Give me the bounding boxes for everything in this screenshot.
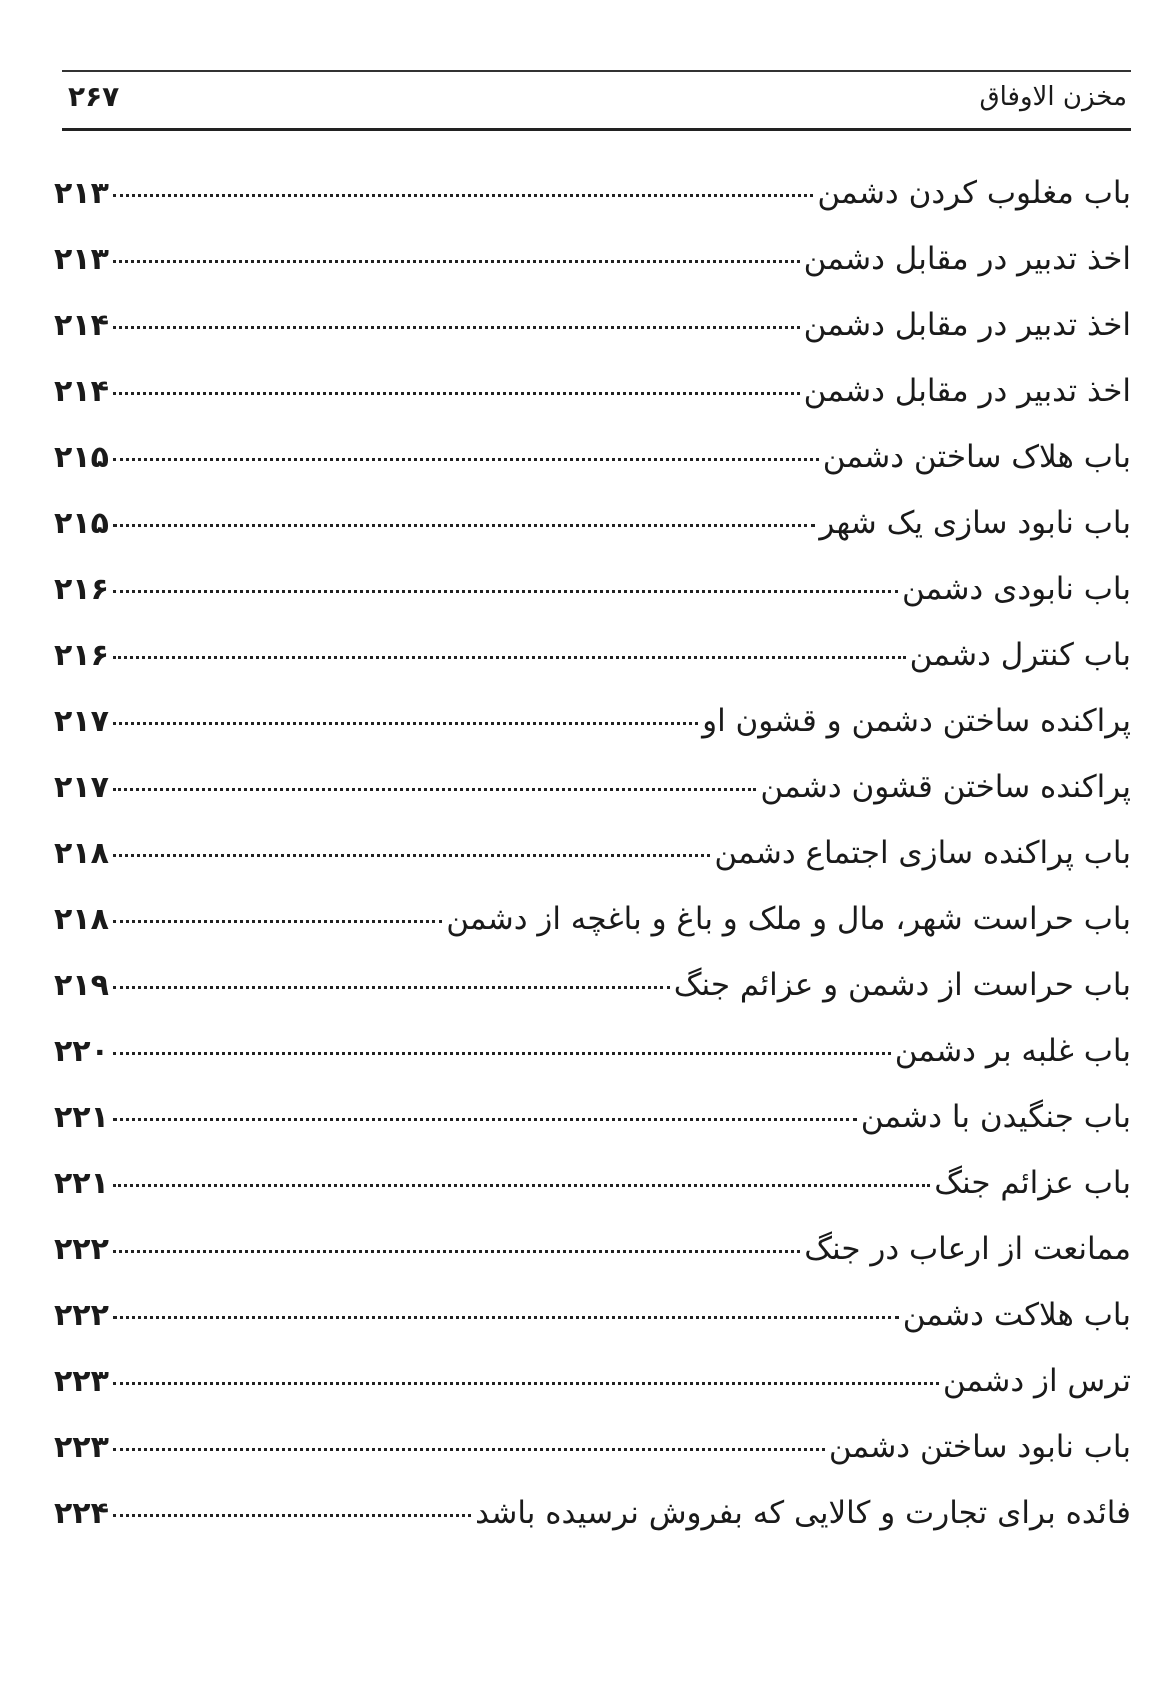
toc-entry-title: باب پراکنده سازی اجتماع دشمن	[714, 835, 1131, 871]
toc-entry-page: ۲۱۳	[54, 176, 109, 211]
toc-entry-title: باب عزائم جنگ	[934, 1165, 1131, 1201]
dot-leader	[113, 1118, 857, 1121]
toc-entry-page: ۲۱۵	[54, 440, 109, 475]
toc-entry-title: باب جنگیدن با دشمن	[860, 1099, 1131, 1135]
toc-entry-title: باب مغلوب کردن دشمن	[817, 175, 1131, 211]
toc-entry-title: فائده برای تجارت و کالایی که بفروش نرسیده باشد	[475, 1495, 1131, 1531]
dot-leader	[113, 260, 800, 263]
dot-leader	[113, 1052, 891, 1055]
toc-entry-title: باب غلبه بر دشمن	[894, 1033, 1131, 1069]
dot-leader	[113, 1382, 939, 1385]
toc-entry-page: ۲۱۷	[54, 704, 109, 739]
toc-entry	[54, 1282, 1131, 1348]
toc-entry-title: ترس از دشمن	[942, 1363, 1131, 1399]
dot-leader	[113, 854, 710, 857]
dot-leader	[113, 656, 906, 659]
toc-entry	[54, 952, 1131, 1018]
toc-entry	[54, 1414, 1131, 1480]
toc-entry-page: ۲۱۶	[54, 572, 109, 607]
toc-entry	[54, 292, 1131, 358]
toc-entry-title: باب هلاکت دشمن	[902, 1297, 1131, 1333]
dot-leader	[113, 788, 756, 791]
dot-leader	[113, 326, 800, 329]
toc-entry-title: ممانعت از ارعاب در جنگ	[804, 1231, 1131, 1267]
toc-entry	[54, 1018, 1131, 1084]
toc-entry-title: باب حراست از دشمن و عزائم جنگ	[673, 967, 1131, 1003]
dot-leader	[113, 392, 800, 395]
toc-entry-page: ۲۲۱	[54, 1100, 109, 1135]
toc-entry-page: ۲۲۳	[54, 1430, 109, 1465]
toc-entry	[54, 490, 1131, 556]
toc-entry-page: ۲۱۹	[54, 968, 109, 1003]
toc-entry-page: ۲۱۸	[54, 836, 109, 871]
dot-leader	[113, 524, 815, 527]
toc-entry-page: ۲۱۶	[54, 638, 109, 673]
toc-entry-title: اخذ تدبیر در مقابل دشمن	[803, 241, 1131, 277]
toc-entry-title: پراکنده ساختن قشون دشمن	[760, 769, 1131, 805]
toc-entry	[54, 160, 1131, 226]
toc-entry-title: باب نابود ساختن دشمن	[828, 1429, 1131, 1465]
toc-entry-page: ۲۱۷	[54, 770, 109, 805]
toc-entry	[54, 688, 1131, 754]
toc-entry	[54, 556, 1131, 622]
toc-entry	[54, 754, 1131, 820]
toc-entry-page: ۲۲۲	[54, 1298, 109, 1333]
toc-entry-page: ۲۱۴	[54, 308, 109, 343]
toc-entry-page: ۲۲۳	[54, 1364, 109, 1399]
dot-leader	[113, 1184, 930, 1187]
dot-leader	[113, 1316, 899, 1319]
book-title: مخزن الاوفاق	[979, 82, 1127, 112]
toc-entry	[54, 1480, 1131, 1546]
toc-entry	[54, 1084, 1131, 1150]
toc-entry	[54, 1216, 1131, 1282]
running-header	[62, 70, 1131, 131]
toc-entry-page: ۲۱۸	[54, 902, 109, 937]
dot-leader	[113, 458, 819, 461]
dot-leader	[113, 920, 442, 923]
toc-entry-title: باب نابود سازی یک شهر	[819, 505, 1131, 541]
dot-leader	[113, 1448, 825, 1451]
toc-entry-page: ۲۱۴	[54, 374, 109, 409]
toc-entry-title: باب حراست شهر، مال و ملک و باغ و باغچه از دشمن	[446, 901, 1131, 937]
toc-entry	[54, 424, 1131, 490]
toc-entry-title: باب کنترل دشمن	[909, 637, 1131, 673]
toc-entry-page: ۲۲۰	[54, 1034, 109, 1069]
toc-entry	[54, 226, 1131, 292]
toc-entry-title: باب نابودی دشمن	[901, 571, 1131, 607]
table-of-contents	[54, 160, 1131, 1546]
dot-leader	[113, 722, 698, 725]
toc-entry-page: ۲۱۵	[54, 506, 109, 541]
toc-entry	[54, 622, 1131, 688]
toc-entry-title: اخذ تدبیر در مقابل دشمن	[803, 307, 1131, 343]
toc-entry-title: پراکنده ساختن دشمن و قشون او	[702, 703, 1131, 739]
page-number: ۲۶۷	[68, 80, 120, 113]
toc-entry	[54, 1348, 1131, 1414]
toc-entry-page: ۲۱۳	[54, 242, 109, 277]
dot-leader	[113, 194, 813, 197]
toc-entry	[54, 358, 1131, 424]
toc-entry-page: ۲۲۲	[54, 1232, 109, 1267]
toc-entry	[54, 1150, 1131, 1216]
dot-leader	[113, 986, 670, 989]
toc-entry	[54, 820, 1131, 886]
toc-entry-page: ۲۲۱	[54, 1166, 109, 1201]
toc-entry-title: اخذ تدبیر در مقابل دشمن	[803, 373, 1131, 409]
dot-leader	[113, 590, 898, 593]
toc-entry	[54, 886, 1131, 952]
dot-leader	[113, 1250, 800, 1253]
toc-entry-title: باب هلاک ساختن دشمن	[822, 439, 1131, 475]
toc-entry-page: ۲۲۴	[54, 1496, 109, 1531]
dot-leader	[113, 1514, 471, 1517]
